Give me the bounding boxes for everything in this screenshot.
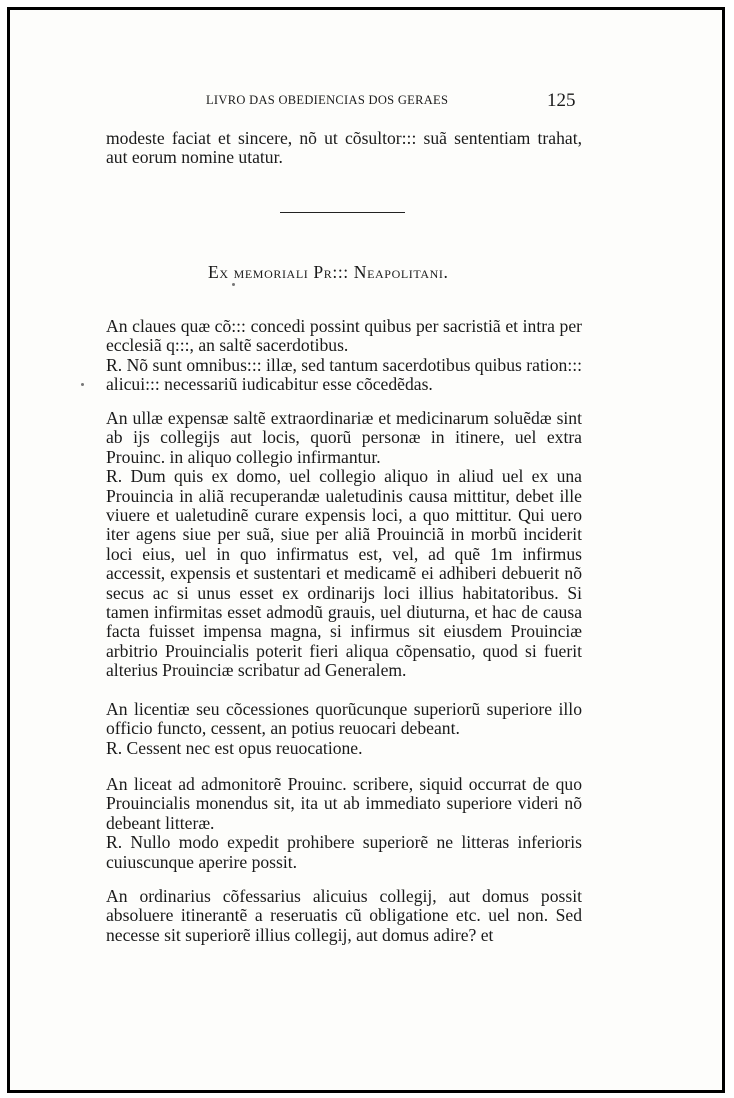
continuation-text: modeste faciat et sincere, nõ ut cõsultor::: suã sententiam trahat, aut eorum nomine utatur. <box>106 128 582 168</box>
book-page <box>7 7 725 1093</box>
paragraph-block <box>106 409 582 681</box>
paragraph-block <box>106 700 582 758</box>
question-text: An claues quæ cõ::: concedi possint quibus per sacristiã et intra per ecclesiã q:::, an saltẽ sacerdotibus. <box>106 316 582 356</box>
question-text: An ullæ expensæ saltẽ extraordinariæ et medicinarum soluẽdæ sint ab ijs collegijs aut locis, quorũ personæ in itinere, uel extra Prouinc. in aliquo collegio infirmantur. <box>106 408 582 467</box>
paragraph-block <box>106 317 582 395</box>
paragraph-block <box>106 887 582 945</box>
page-number: 125 <box>547 90 576 111</box>
question-text: An ordinarius cõfessarius alicuius collegij, aut domus possit absoluere itinerantẽ a reseruatis cũ obligatione etc. uel non. Sed necesse sit superiorẽ illius collegij, aut domus adire? et <box>106 886 582 945</box>
running-head: LIVRO DAS OBEDIENCIAS DOS GERAES <box>206 93 449 107</box>
continuation-paragraph <box>106 129 582 168</box>
question-text: An liceat ad admonitorẽ Prouinc. scribere, siquid occurrat de quo Prouincialis monendus sit, ita ut ab immediato superiore videri nõ debeant litteræ. <box>106 774 582 833</box>
section-heading: Ex memoriali Pr::: Neapolitani. <box>208 262 449 282</box>
paragraph-block <box>106 775 582 872</box>
ink-speck <box>232 283 235 286</box>
answer-text: R. Cessent nec est opus reuocatione. <box>106 737 363 758</box>
ink-speck <box>81 383 84 386</box>
answer-text: R. Nõ sunt omnibus::: illæ, sed tantum sacerdotibus quibus ration::: alicui::: necessariũ iudicabitur esse cõcedẽdas. <box>106 354 582 395</box>
answer-text: R. Nullo modo expedit prohibere superiorẽ ne litteras inferioris cuiuscunque aperire possit. <box>106 832 582 872</box>
section-divider <box>280 212 405 213</box>
question-text: An licentiæ seu cõcessiones quorũcunque superiorũ superiore illo officio functo, cessent, an potius reuocari debeant. <box>106 699 582 739</box>
answer-text: R. Dum quis ex domo, uel collegio aliquo in aliud uel ex una Prouincia in aliã recuperandæ ualetudinis causa mittitur, debet ille viuere et ualetudinẽ curare expensis loci, a quo mittitur. Qui uero iter agens siue per suã, siue per aliã Prouinciã in morbũ inciderit loci eius, uel in quo infirmatus est, vel, ad quẽ 1m infirmus accessit, expensis et sustentari et medicamẽ ei adhiberi debuerit nõ secus ac si unus esset ex ordinarijs loci illius habitatoribus. Si tamen infirmitas esset admodũ grauis, uel diuturna, et hac de causa facta fuisset impensa magna, si infirmus sit eiusdem Prouinciæ arbitrio Prouincialis poterit fieri aliqua cõpensatio, quod si fuerit alterius Prouinciæ scribatur ad Generalem. <box>106 466 582 681</box>
